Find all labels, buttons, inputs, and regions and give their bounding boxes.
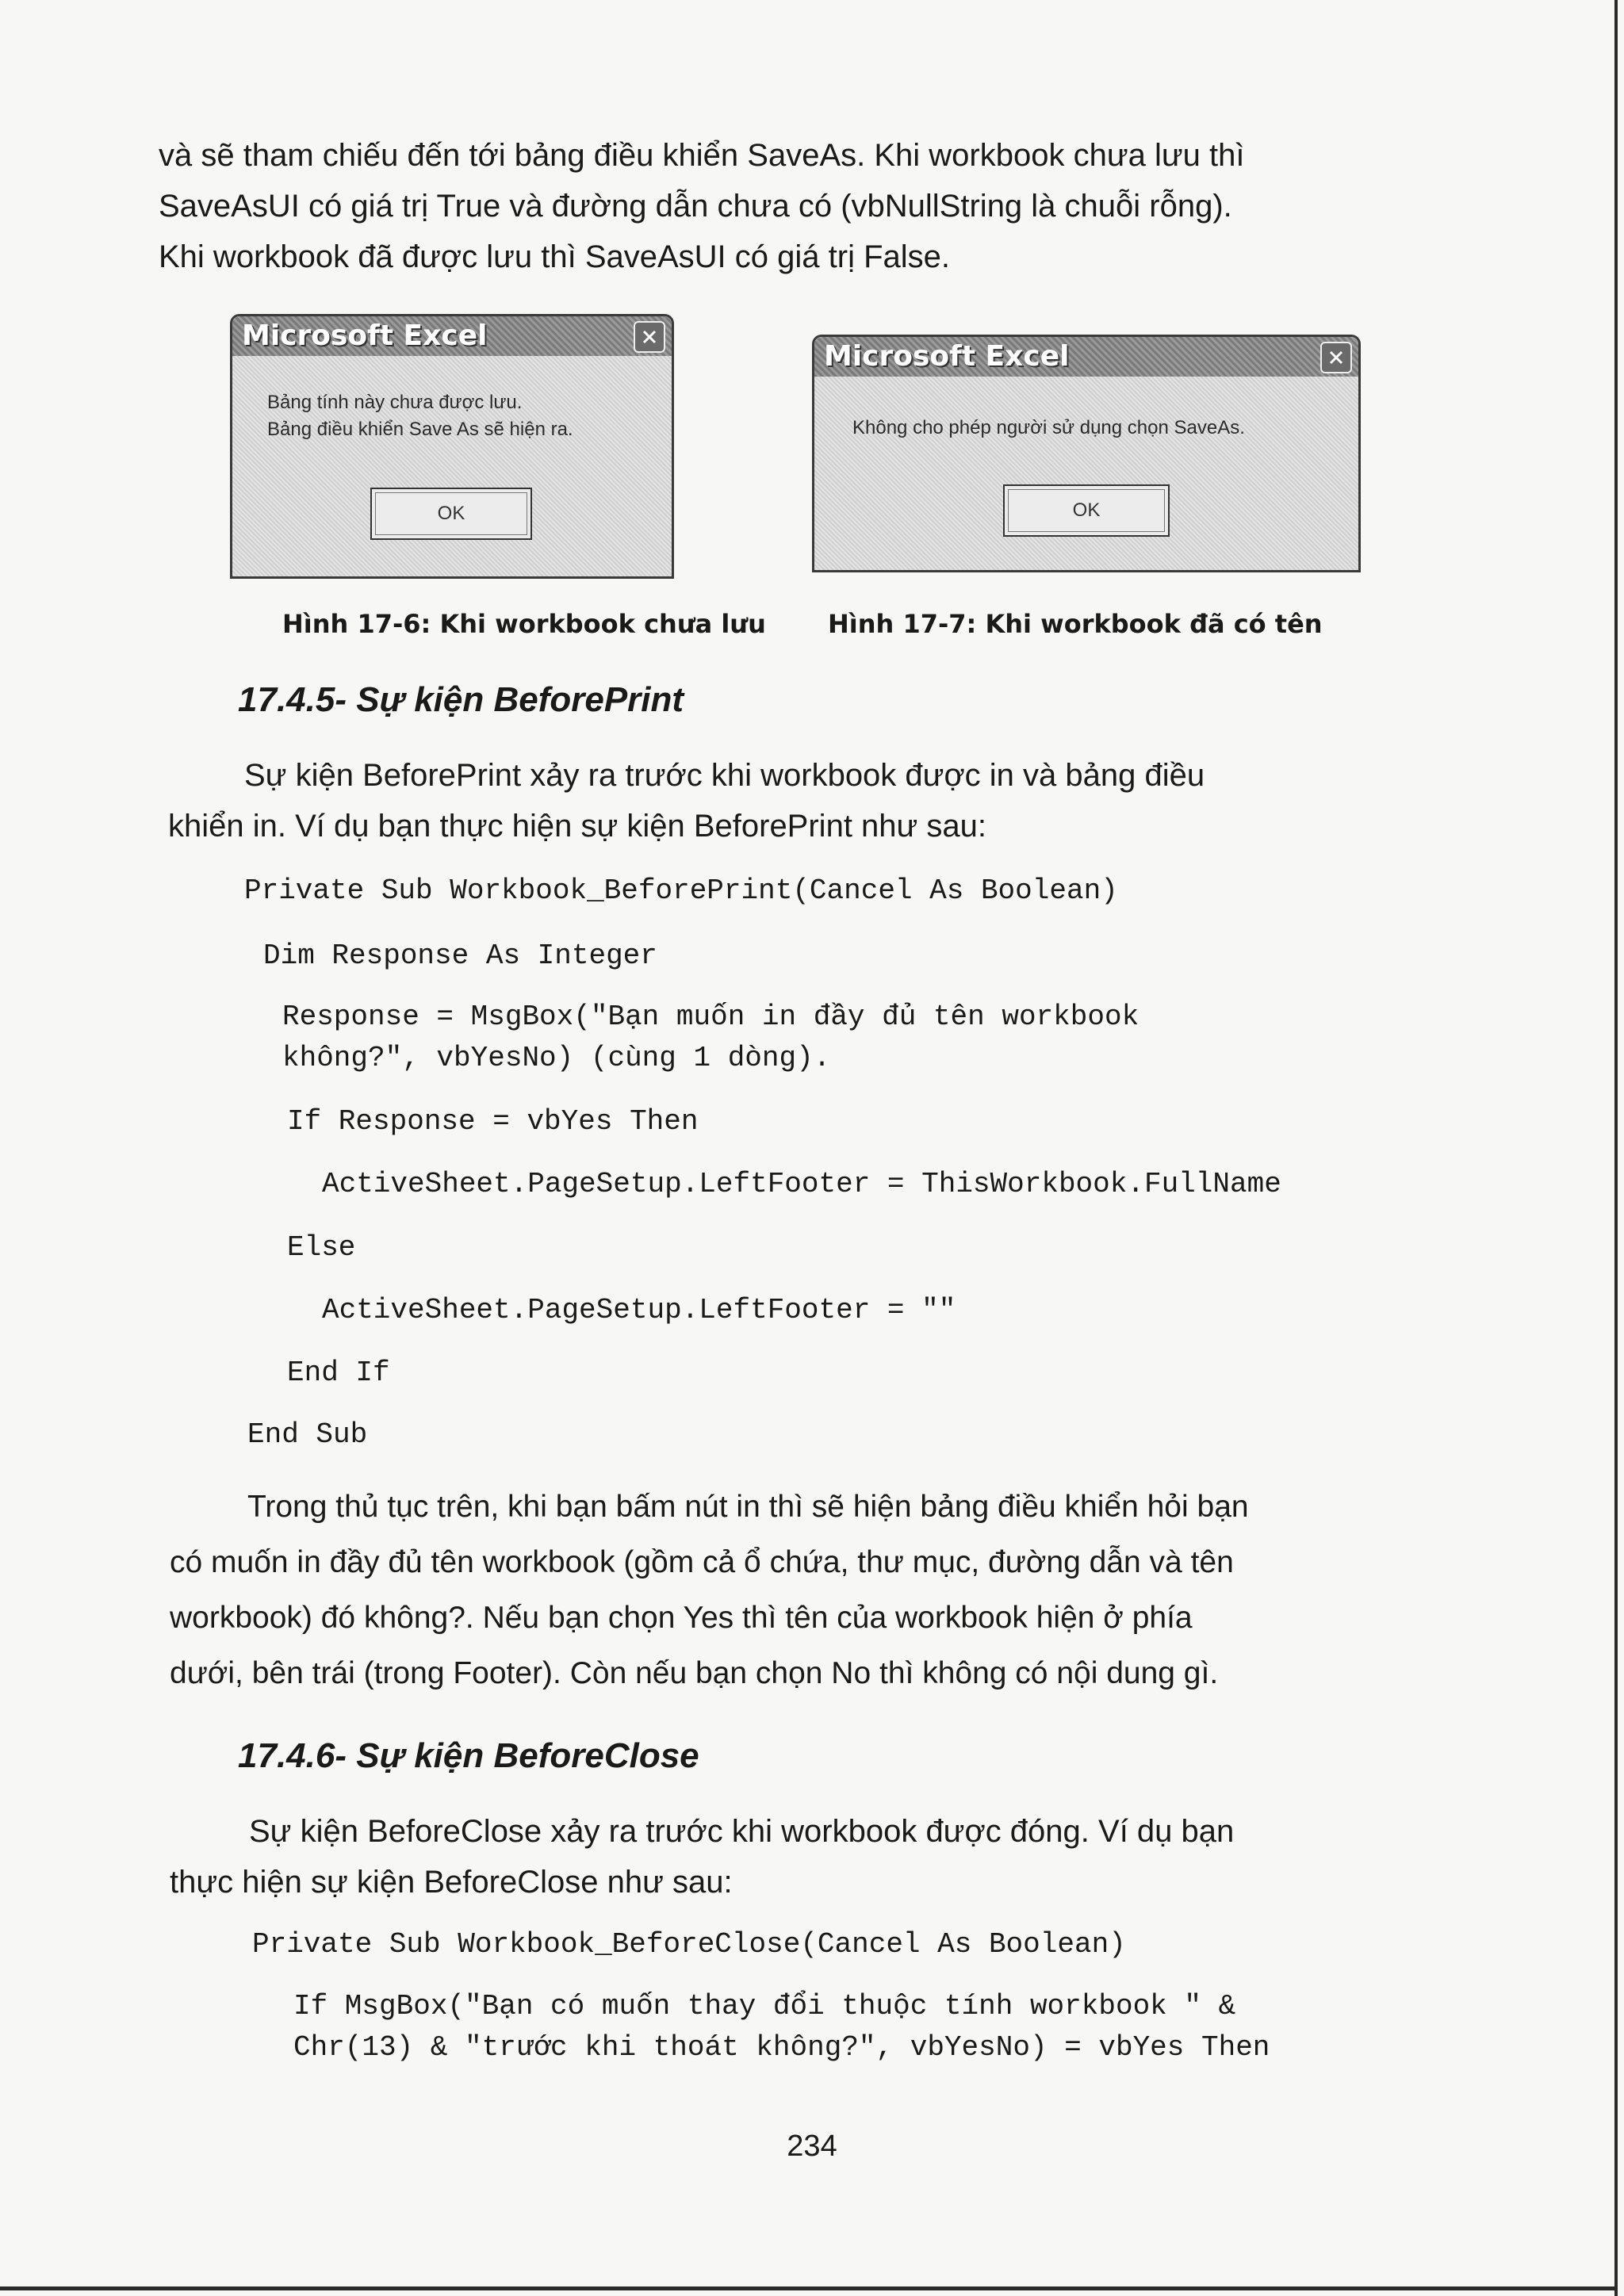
page-edge-right <box>1614 0 1618 2296</box>
code-line: Chr(13) & "trước khi thoát không?", vbYesNo) = vbYes Then <box>293 2031 1270 2064</box>
code-line: If Response = vbYes Then <box>287 1105 699 1138</box>
code-line: ActiveSheet.PageSetup.LeftFooter = ThisWorkbook.FullName <box>322 1168 1281 1200</box>
ok-button[interactable]: OK <box>1003 484 1170 537</box>
code-line: không?", vbYesNo) (cùng 1 dòng). <box>282 1042 831 1074</box>
section-explanation <box>170 1479 1438 1701</box>
text-line: khiển in. Ví dụ bạn thực hiện sự kiện BeforePrint như sau: <box>168 809 987 844</box>
code-line: Dim Response As Integer <box>263 939 657 972</box>
text-line: dưới, bên trái (trong Footer). Còn nếu bạn chọn No thì không có nội dung gì. <box>170 1656 1219 1690</box>
excel-dialog-unsaved <box>230 314 674 579</box>
close-icon[interactable] <box>634 321 665 353</box>
intro-paragraph <box>159 130 1427 282</box>
dialog-message-line: Bảng điều khiển Save As sẽ hiện ra. <box>267 419 573 440</box>
figure-caption: Hình 17-6: Khi workbook chưa lưu <box>282 609 766 639</box>
dialog-titlebar <box>814 337 1358 377</box>
code-line: Else <box>287 1231 356 1264</box>
code-line: End Sub <box>247 1418 368 1451</box>
text-line: Khi workbook đã được lưu thì SaveAsUI có giá trị False. <box>159 239 950 274</box>
text-line: Sự kiện BeforePrint xảy ra trước khi workbook được in và bảng điều <box>244 758 1205 793</box>
page-edge-bottom <box>0 2286 1618 2290</box>
code-line: Private Sub Workbook_BeforePrint(Cancel As Boolean) <box>244 874 1118 907</box>
text-line: thực hiện sự kiện BeforeClose như sau: <box>170 1865 733 1900</box>
section-description <box>168 750 1437 851</box>
code-line: End If <box>287 1357 390 1389</box>
excel-dialog-saved <box>812 335 1361 572</box>
page-number: 234 <box>787 2130 837 2163</box>
text-line: Sự kiện BeforeClose xảy ra trước khi workbook được đóng. Ví dụ bạn <box>249 1814 1235 1849</box>
dialog-message-line: Không cho phép người sử dụng chọn SaveAs. <box>852 417 1245 438</box>
dialog-title: Microsoft Excel <box>242 320 488 352</box>
code-line: Response = MsgBox("Bạn muốn in đầy đủ tên workbook <box>282 1001 1139 1033</box>
dialog-message <box>852 415 1245 442</box>
dialog-message <box>267 389 573 443</box>
section-description <box>170 1806 1438 1908</box>
dialog-titlebar <box>232 316 672 356</box>
text-line: workbook) đó không?. Nếu bạn chọn Yes thì tên của workbook hiện ở phía <box>170 1601 1193 1635</box>
dialog-message-line: Bảng tính này chưa được lưu. <box>267 392 523 413</box>
section-heading: 17.4.6- Sự kiện BeforeClose <box>238 1736 699 1775</box>
code-line: If MsgBox("Bạn có muốn thay đổi thuộc tính workbook " & <box>293 1990 1236 2022</box>
text-line: Trong thủ tục trên, khi bạn bấm nút in thì sẽ hiện bảng điều khiển hỏi bạn <box>247 1490 1249 1524</box>
dialog-title: Microsoft Excel <box>824 340 1070 373</box>
text-line: và sẽ tham chiếu đến tới bảng điều khiển SaveAs. Khi workbook chưa lưu thì <box>159 138 1245 173</box>
close-icon[interactable] <box>1320 342 1352 373</box>
code-line: Private Sub Workbook_BeforeClose(Cancel As Boolean) <box>252 1928 1126 1961</box>
section-heading: 17.4.5- Sự kiện BeforePrint <box>238 680 684 719</box>
text-line: có muốn in đầy đủ tên workbook (gồm cả ổ chứa, thư mục, đường dẫn và tên <box>170 1545 1234 1579</box>
code-line: ActiveSheet.PageSetup.LeftFooter = "" <box>322 1294 956 1326</box>
ok-button[interactable]: OK <box>370 488 532 540</box>
text-line: SaveAsUI có giá trị True và đường dẫn chưa có (vbNullString là chuỗi rỗng). <box>159 189 1232 224</box>
figure-caption: Hình 17-7: Khi workbook đã có tên <box>828 609 1323 639</box>
